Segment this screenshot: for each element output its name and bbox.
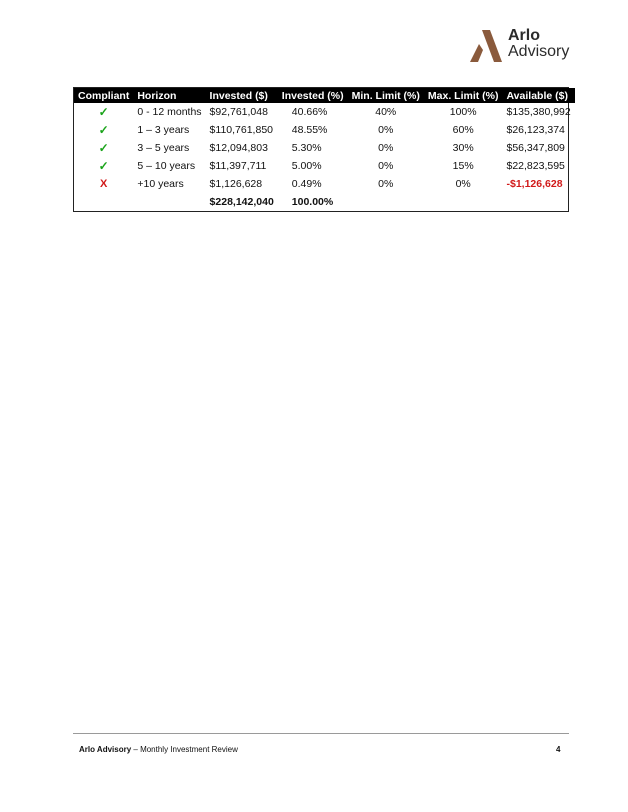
max-limit-cell: 15% [452, 160, 474, 172]
min-limit-cell: 40% [375, 106, 397, 118]
percent-cell: 5.00% [291, 160, 322, 172]
compliant-cell [74, 121, 133, 139]
header-available: Available ($) [502, 88, 574, 103]
table-header-row [74, 88, 575, 103]
percent-cell: 40.66% [291, 106, 328, 118]
max-limit-cell: 0% [455, 178, 471, 190]
header-horizon: Horizon [133, 88, 205, 103]
max-limit-cell: 100% [449, 106, 477, 118]
min-limit-cell: 0% [378, 160, 394, 172]
empty-cell [502, 193, 574, 211]
max-limit-cell: 60% [452, 124, 474, 136]
max-limit-cell: 30% [452, 142, 474, 154]
logo-line-2: Advisory [508, 43, 570, 60]
horizon-cell: +10 years [137, 178, 184, 190]
table-row [74, 103, 575, 121]
check-icon: ✓ [98, 123, 109, 137]
compliant-cell [74, 103, 133, 121]
available-cell: $135,380,992 [506, 106, 571, 118]
check-icon: ✓ [98, 159, 109, 173]
percent-cell: 0.49% [291, 178, 322, 190]
page-number: 4 [556, 745, 561, 754]
header-invested-percent: Invested (%) [278, 88, 348, 103]
invested-cell: $1,126,628 [209, 178, 263, 190]
horizon-cell: 0 - 12 months [137, 106, 202, 118]
invested-cell: $11,397,711 [209, 160, 267, 172]
total-invested: $228,142,040 [209, 196, 274, 208]
percent-cell: 5.30% [291, 142, 322, 154]
empty-cell [74, 193, 133, 211]
empty-cell [424, 193, 503, 211]
available-cell: $26,123,374 [506, 124, 565, 136]
arlo-logo-icon [468, 28, 504, 64]
footer-divider [73, 733, 569, 734]
header-min-limit: Min. Limit (%) [348, 88, 424, 103]
header-compliant: Compliant [74, 88, 133, 103]
table-row [74, 175, 575, 193]
min-limit-cell: 0% [378, 124, 394, 136]
invested-cell: $110,761,850 [209, 124, 273, 136]
table-row [74, 157, 575, 175]
empty-cell [133, 193, 205, 211]
empty-cell [348, 193, 424, 211]
cross-icon: X [100, 178, 108, 190]
horizon-cell: 1 – 3 years [137, 124, 190, 136]
table-total-row [74, 193, 575, 211]
footer-brand: Arlo Advisory [79, 745, 132, 754]
compliance-table [73, 87, 569, 212]
min-limit-cell: 0% [378, 178, 394, 190]
logo-wordmark [508, 28, 569, 60]
compliant-cell [74, 157, 133, 175]
logo-line-1: Arlo [508, 27, 540, 44]
invested-cell: $12,094,803 [209, 142, 268, 154]
table-row [74, 121, 575, 139]
horizon-cell: 5 – 10 years [137, 160, 196, 172]
check-icon: ✓ [98, 141, 109, 155]
header-max-limit: Max. Limit (%) [424, 88, 503, 103]
header-invested-dollars: Invested ($) [206, 88, 278, 103]
min-limit-cell: 0% [378, 142, 394, 154]
table-row [74, 139, 575, 157]
available-cell-negative: -$1,126,628 [506, 178, 563, 190]
footer-title [79, 745, 238, 754]
compliant-cell [74, 175, 133, 193]
horizon-cell: 3 – 5 years [137, 142, 190, 154]
check-icon: ✓ [98, 105, 109, 119]
available-cell: $56,347,809 [506, 142, 565, 154]
arlo-advisory-logo [468, 26, 578, 66]
footer-subtitle: – Monthly Investment Review [131, 745, 238, 754]
compliant-cell [74, 139, 133, 157]
invested-cell: $92,761,048 [209, 106, 268, 118]
percent-cell: 48.55% [291, 124, 328, 136]
available-cell: $22,823,595 [506, 160, 565, 172]
total-percent: 100.00% [291, 196, 334, 208]
